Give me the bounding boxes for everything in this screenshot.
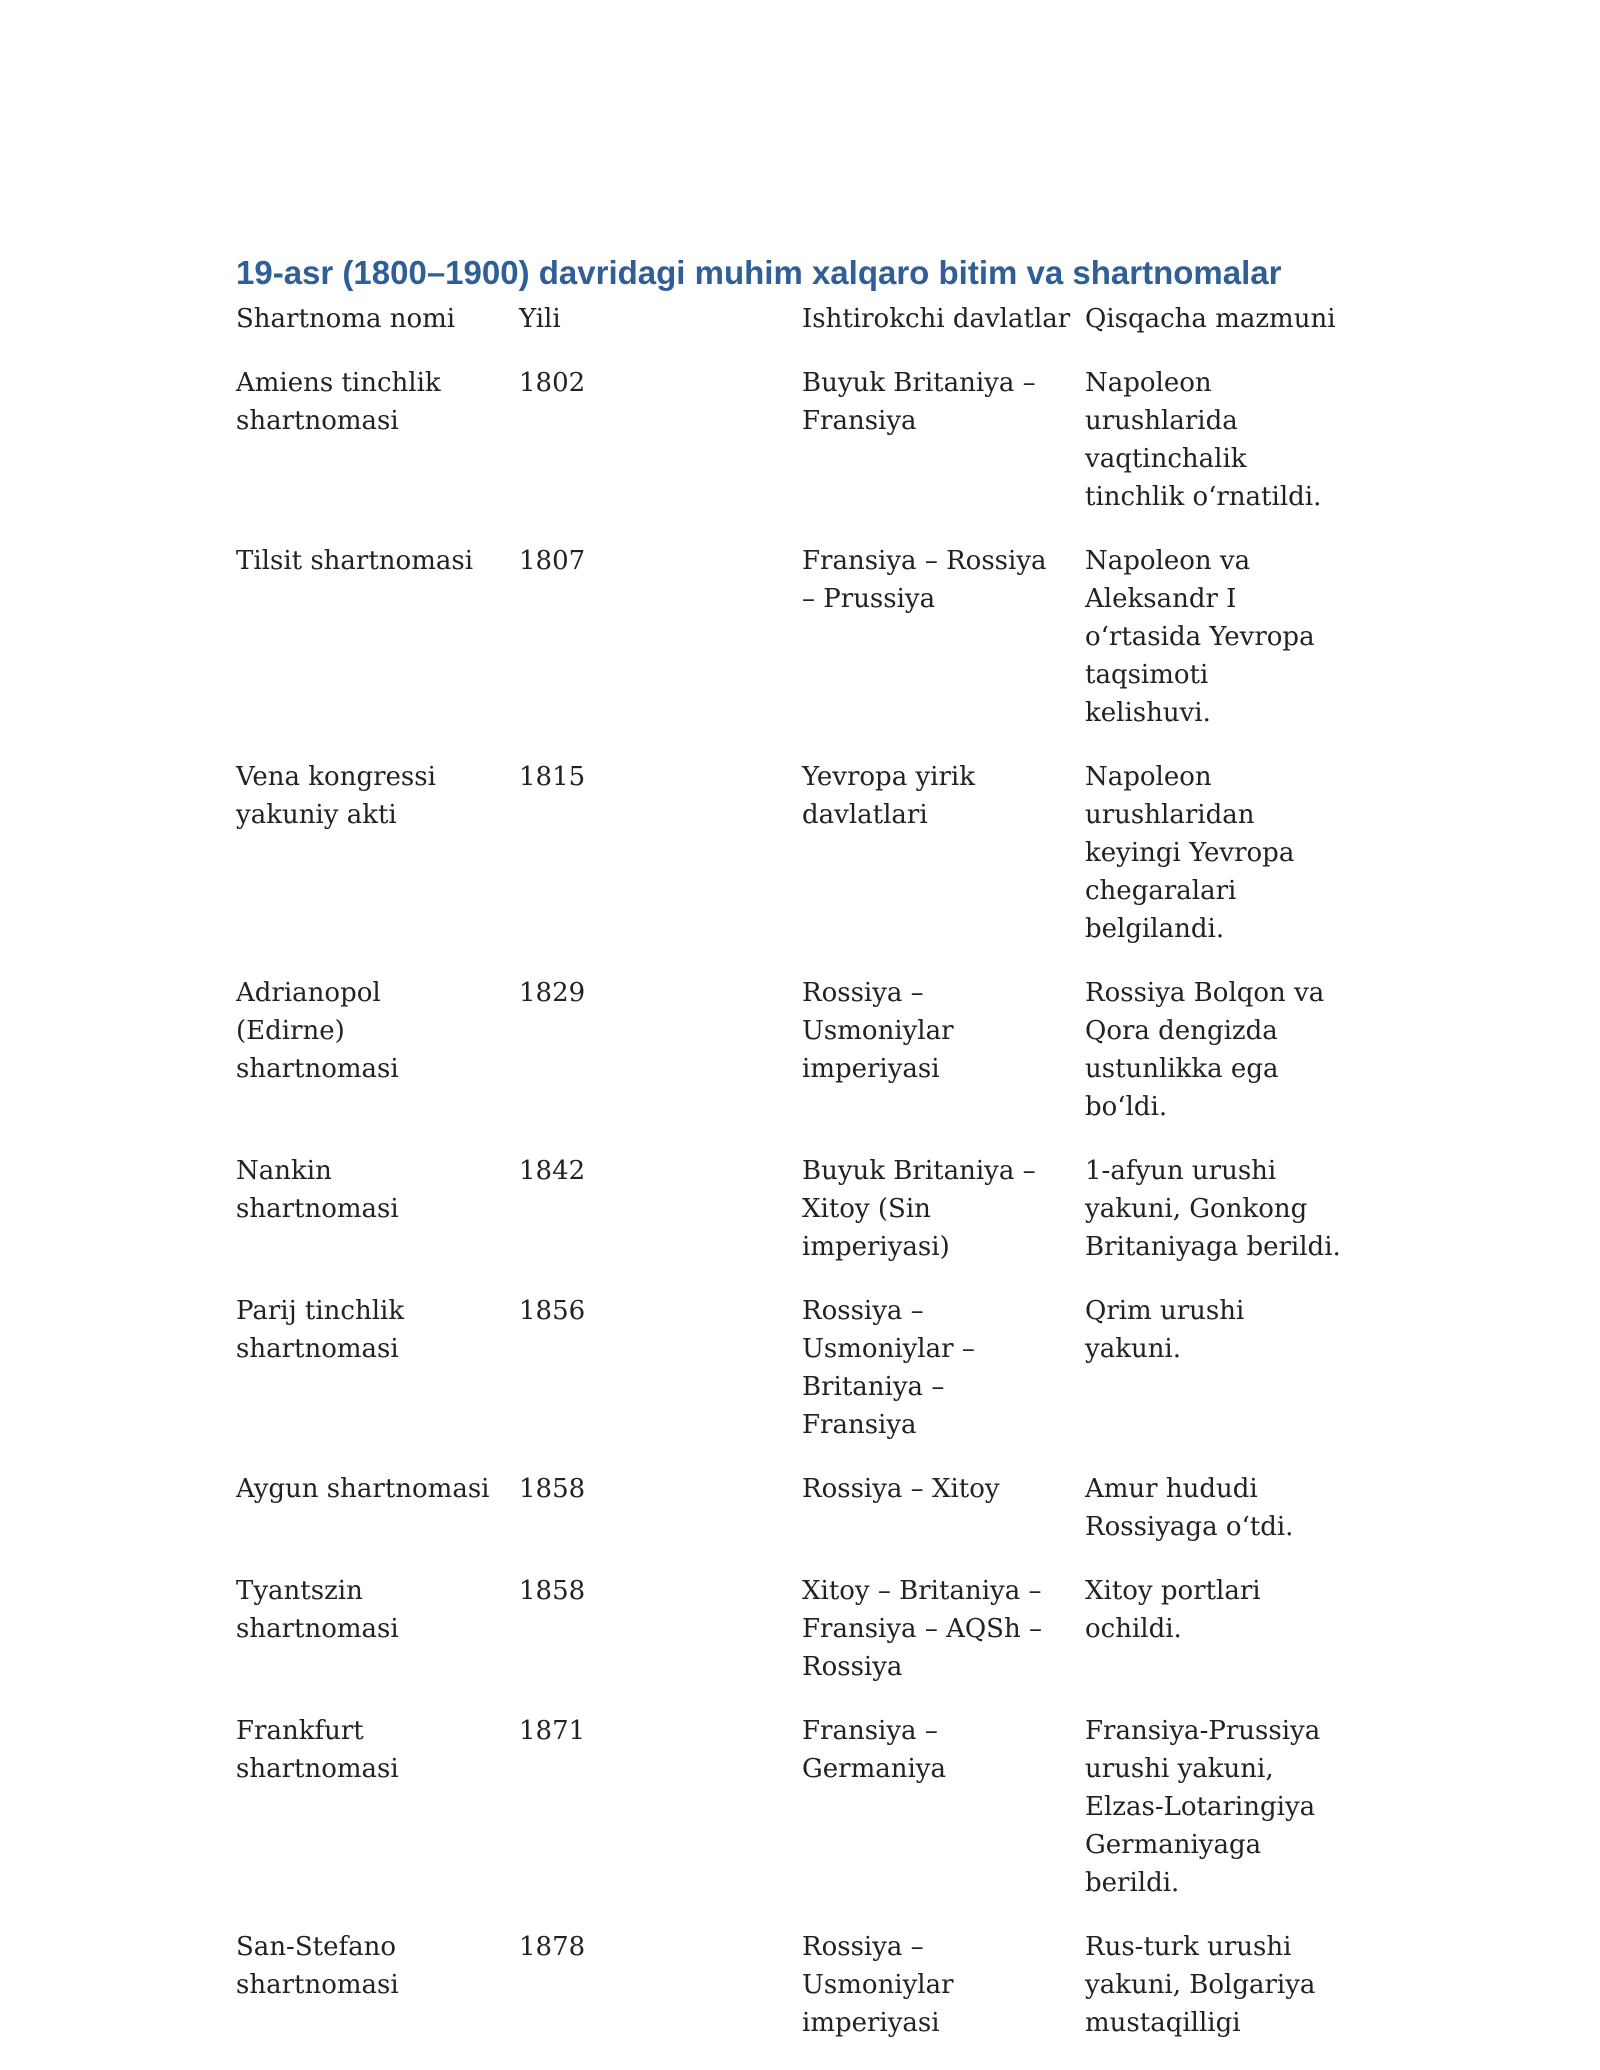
table-row bbox=[236, 758, 1366, 974]
year-cell: 1829 bbox=[519, 978, 586, 1008]
year-cell: 1858 bbox=[519, 1474, 586, 1504]
treaty-name-cell: Aygun shartnomasi bbox=[236, 1474, 490, 1504]
table-row bbox=[236, 1928, 1366, 2068]
treaty-name-cell: Tyantszin shartnomasi bbox=[236, 1576, 399, 1644]
table-header bbox=[236, 300, 1366, 364]
treaty-name-cell: Parij tinchlik shartnomasi bbox=[236, 1296, 405, 1364]
summary-cell: 1-afyun urushi yakuni, Gonkong Britaniyaga berildi. bbox=[1085, 1156, 1341, 1262]
year-cell: 1815 bbox=[519, 762, 586, 792]
table-body bbox=[236, 364, 1366, 2068]
treaty-name-cell: San-Stefano shartnomasi bbox=[236, 1932, 399, 2000]
summary-cell: Napoleon va Aleksandr I o‘rtasida Yevropa taqsimoti kelishuvi. bbox=[1085, 546, 1315, 728]
year-cell: 1807 bbox=[519, 546, 586, 576]
year-cell: 1858 bbox=[519, 1576, 586, 1606]
year-cell: 1802 bbox=[519, 368, 586, 398]
treaty-name-cell: Vena kongressi yakuniy akti bbox=[236, 762, 436, 830]
treaties-table bbox=[236, 300, 1366, 2068]
summary-cell: Amur hududi Rossiyaga o‘tdi. bbox=[1085, 1474, 1294, 1542]
parties-cell: Xitoy – Britaniya – Fransiya – AQSh – Rossiya bbox=[802, 1576, 1043, 1682]
year-cell: 1878 bbox=[519, 1932, 586, 1962]
parties-cell: Rossiya – Usmoniylar – Britaniya – Fransiya bbox=[802, 1296, 975, 1440]
treaty-name-cell: Adrianopol (Edirne) shartnomasi bbox=[236, 978, 399, 1084]
summary-cell: Napoleon urushlarida vaqtinchalik tinchlik o‘rnatildi. bbox=[1085, 368, 1322, 512]
header-treaty-name: Shartnoma nomi bbox=[236, 304, 456, 334]
year-cell: 1871 bbox=[519, 1716, 586, 1746]
table-row bbox=[236, 1292, 1366, 1470]
year-cell: 1842 bbox=[519, 1156, 586, 1186]
parties-cell: Yevropa yirik davlatlari bbox=[802, 762, 975, 830]
parties-cell: Rossiya – Usmoniylar imperiyasi bbox=[802, 978, 954, 1084]
header-year: Yili bbox=[519, 304, 561, 334]
summary-cell: Xitoy portlari ochildi. bbox=[1085, 1576, 1261, 1644]
parties-cell: Buyuk Britaniya – Xitoy (Sin imperiyasi) bbox=[802, 1156, 1036, 1262]
header-summary: Qisqacha mazmuni bbox=[1085, 304, 1336, 334]
table-row bbox=[236, 974, 1366, 1152]
summary-cell: Napoleon urushlaridan keyingi Yevropa chegaralari belgilandi. bbox=[1085, 762, 1295, 944]
treaty-name-cell: Tilsit shartnomasi bbox=[236, 546, 474, 576]
parties-cell: Rossiya – Usmoniylar imperiyasi bbox=[802, 1932, 954, 2038]
year-cell: 1856 bbox=[519, 1296, 586, 1326]
table-row bbox=[236, 1152, 1366, 1292]
treaty-name-cell: Nankin shartnomasi bbox=[236, 1156, 399, 1224]
summary-cell: Rossiya Bolqon va Qora dengizda ustunlikka ega bo‘ldi. bbox=[1085, 978, 1325, 1122]
parties-cell: Buyuk Britaniya – Fransiya bbox=[802, 368, 1036, 436]
parties-cell: Fransiya – Rossiya – Prussiya bbox=[802, 546, 1047, 614]
table-row bbox=[236, 542, 1366, 758]
header-row bbox=[236, 300, 1366, 364]
summary-cell: Fransiya-Prussiya urushi yakuni, Elzas-Lotaringiya Germaniyaga berildi. bbox=[1085, 1716, 1321, 1898]
parties-cell: Rossiya – Xitoy bbox=[802, 1474, 1000, 1504]
page-title: 19-asr (1800–1900) davridagi muhim xalqaro bitim va shartnomalar bbox=[236, 254, 1282, 291]
table-row bbox=[236, 1572, 1366, 1712]
header-parties: Ishtirokchi davlatlar bbox=[802, 304, 1071, 334]
summary-cell: Rus-turk urushi yakuni, Bolgariya mustaqilligi bbox=[1085, 1932, 1316, 2038]
summary-cell: Qrim urushi yakuni. bbox=[1085, 1296, 1245, 1364]
treaty-name-cell: Amiens tinchlik shartnomasi bbox=[236, 368, 441, 436]
treaty-name-cell: Frankfurt shartnomasi bbox=[236, 1716, 399, 1784]
table-row bbox=[236, 1470, 1366, 1572]
parties-cell: Fransiya – Germaniya bbox=[802, 1716, 946, 1784]
table-row bbox=[236, 364, 1366, 542]
table-row bbox=[236, 1712, 1366, 1928]
